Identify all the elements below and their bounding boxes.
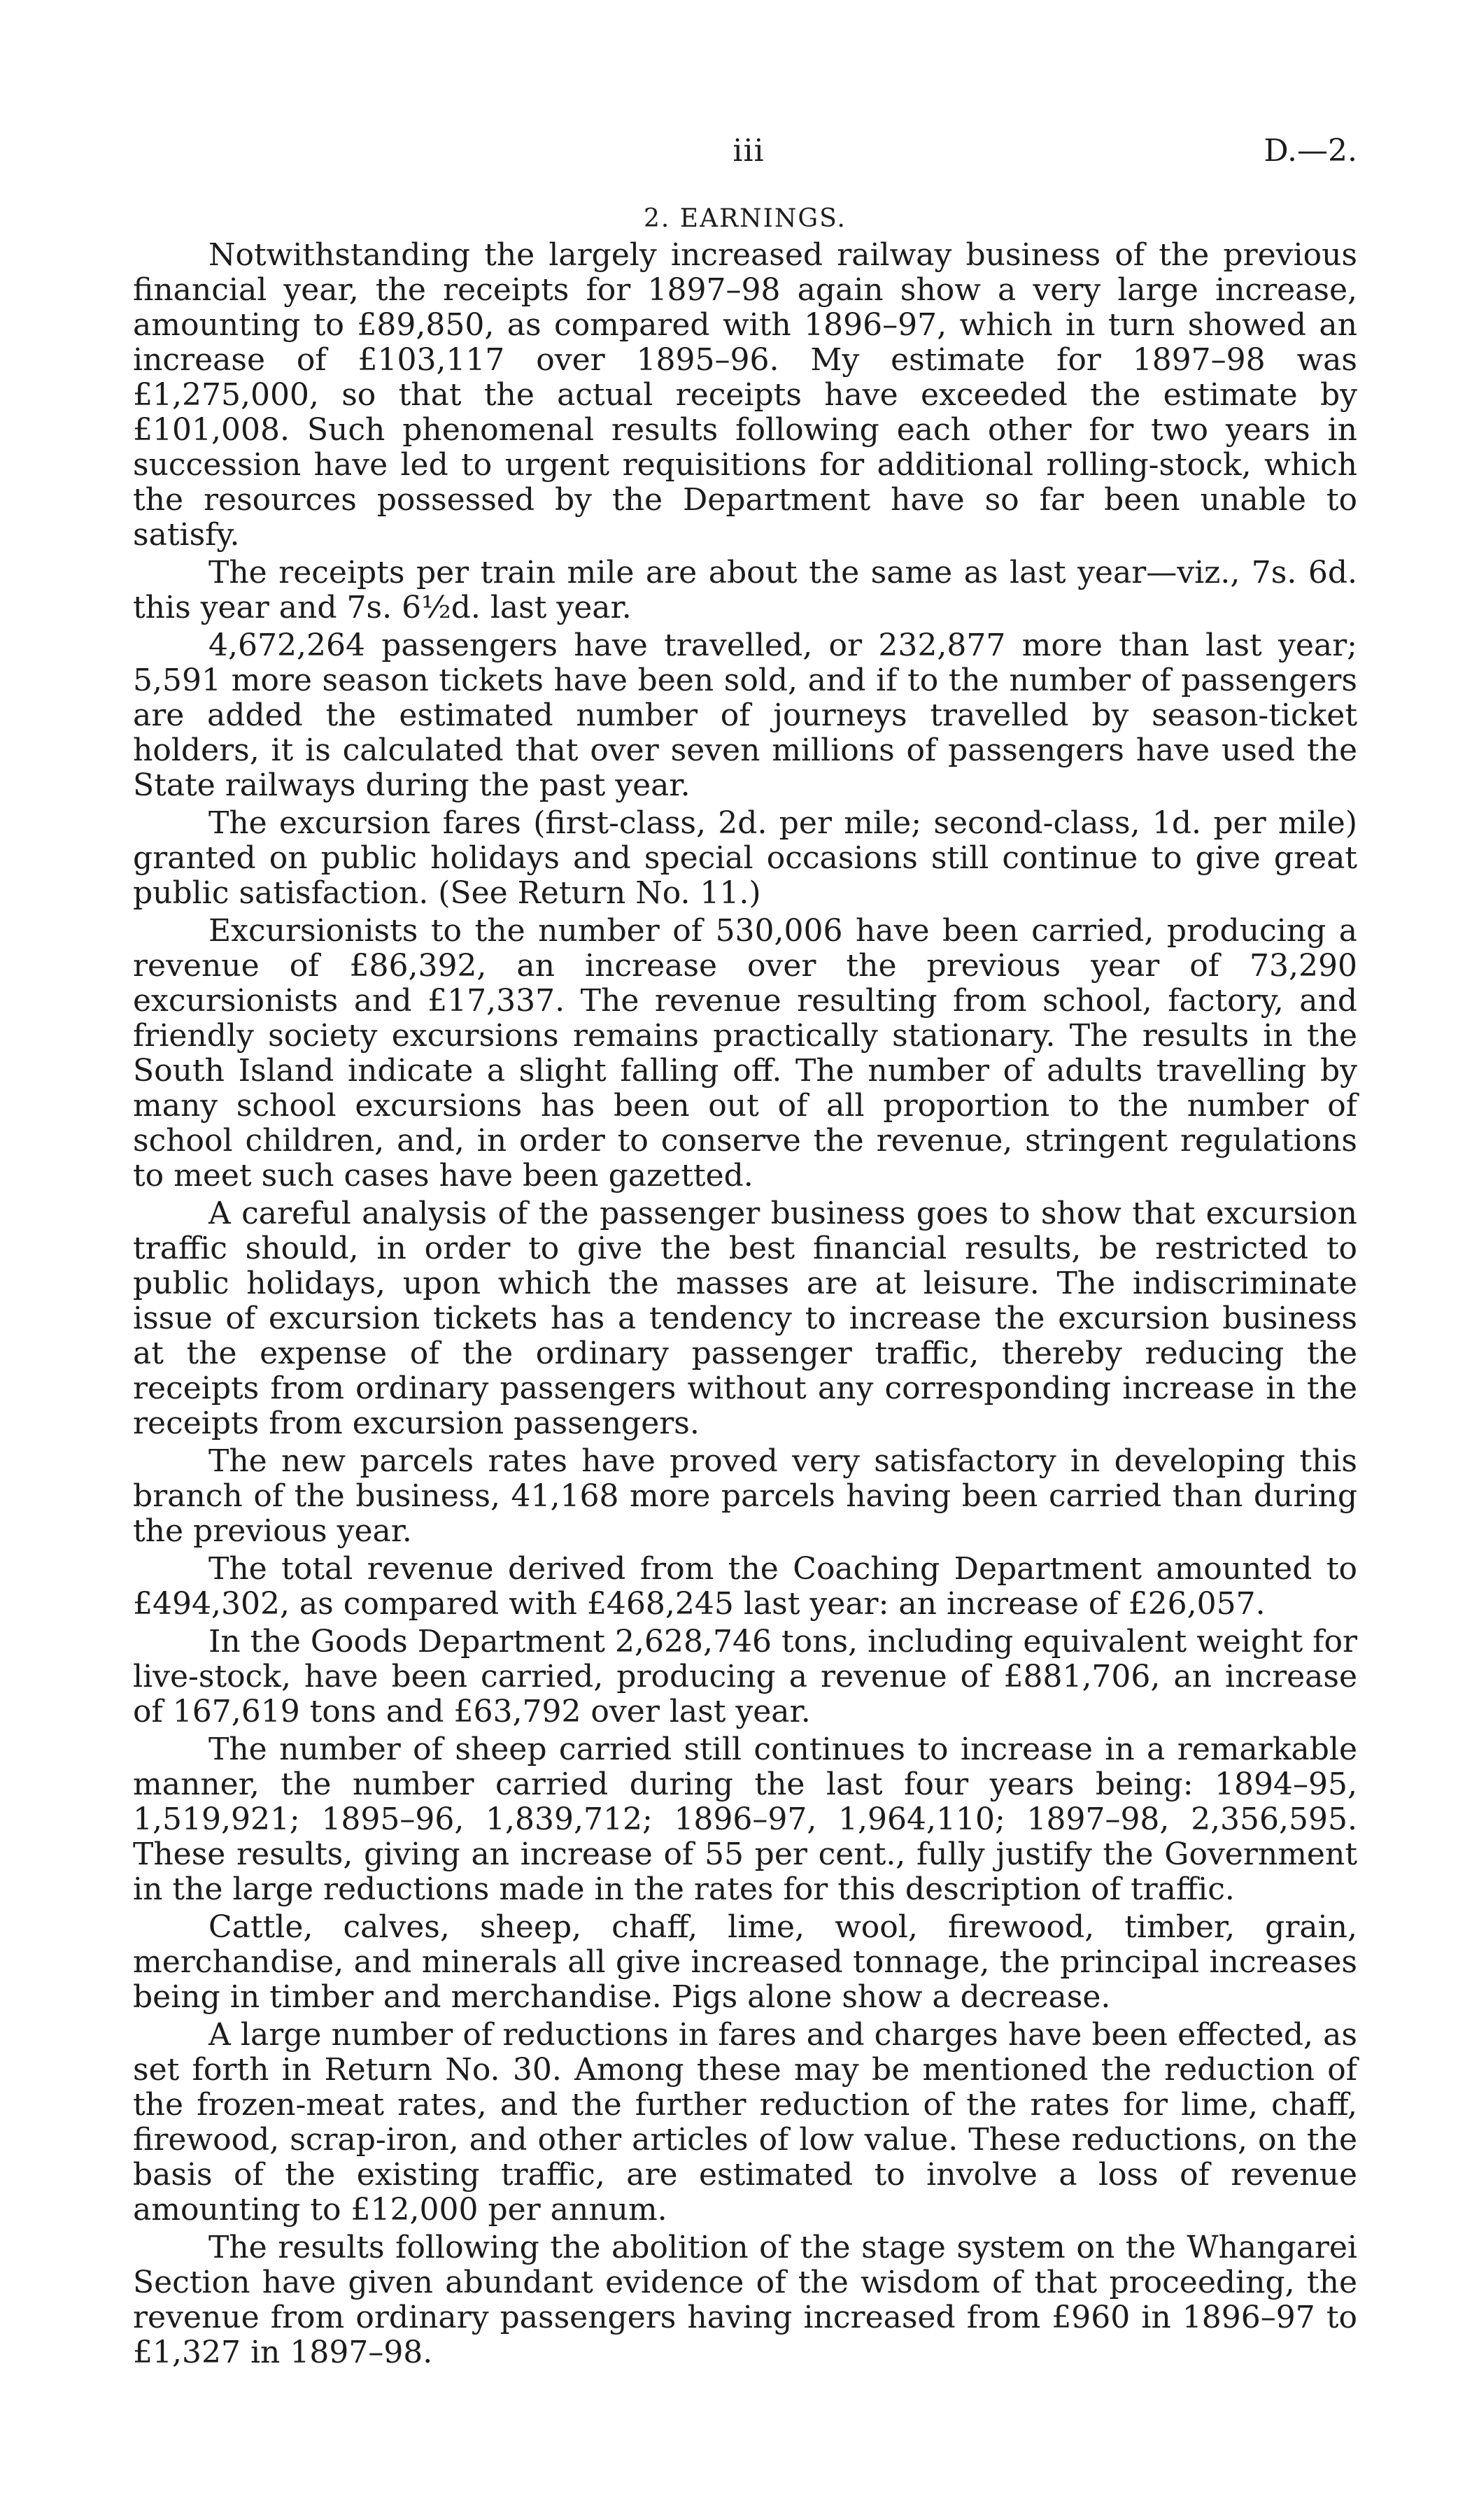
paragraph: Excursionists to the number of 530,006 have been carried, producing a revenue of £86,392, an increase over the previous year of 73,290 excursionists and £17,337. The revenue resulting from school, factory, and friendly society excursions remains practically stationary. The results in the South Island indicate a slight falling off. The number of adults travelling by many school excursions has been out of all proportion to the number of school children, and, in order to conserve the revenue, stringent regulations to meet such cases have been gazetted. [133,913,1357,1194]
paragraph: 4,672,264 passengers have travelled, or 232,877 more than last year; 5,591 more season tickets have been sold, and if to the number of passengers are added the estimated number of journeys travelled by season-ticket holders, it is calculated that over seven millions of passengers have used the State railways during the past year. [133,628,1357,803]
document-reference: D.—2. [1264,133,1357,169]
page-number: iii [733,133,765,169]
body-text [133,238,1357,2373]
paragraph: A large number of reductions in fares and charges have been effected, as set forth in Return No. 30. Among these may be mentioned the reduction of the frozen-meat rates, and the further reduction of the rates for lime, chaff, firewood, scrap-iron, and other articles of low value. These reductions, on the basis of the existing traffic, are estimated to involve a loss of revenue amounting to £12,000 per annum. [133,2017,1357,2228]
paragraph: A careful analysis of the passenger business goes to show that excursion traffic should, in order to give the best financial results, be restricted to public holidays, upon which the masses are at leisure. The indiscriminate issue of excursion tickets has a tendency to increase the excursion business at the expense of the ordinary passenger traffic, thereby reducing the receipts from ordinary passengers without any corresponding increase in the receipts from excursion passengers. [133,1196,1357,1441]
paragraph: The new parcels rates have proved very satisfactory in developing this branch of the business, 41,168 more parcels having been carried than during the previous year. [133,1443,1357,1549]
paragraph: The total revenue derived from the Coaching Department amounted to £494,302, as compared with £468,245 last year: an increase of £26,057. [133,1551,1357,1622]
paragraph: The results following the abolition of the stage system on the Whangarei Section have given abundant evidence of the wisdom of that proceeding, the revenue from ordinary passengers having increased from £960 in 1896–97 to £1,327 in 1897–98. [133,2230,1357,2370]
paragraph: The excursion fares (first-class, 2d. per mile; second-class, 1d. per mile) granted on public holidays and special occasions still continue to give great public satisfaction. (See Return No. 11.) [133,805,1357,911]
paragraph: The receipts per train mile are about the same as last year—viz., 7s. 6d. this year and 7s. 6½d. last year. [133,555,1357,625]
section-heading: 2. EARNINGS. [644,204,847,233]
paragraph: Notwithstanding the largely increased railway business of the previous financial year, the receipts for 1897–98 again show a very large increase, amounting to £89,850, as compared with 1896–97, which in turn showed an increase of £103,117 over 1895–96. My estimate for 1897–98 was £1,275,000, so that the actual receipts have exceeded the estimate by £101,008. Such phenomenal results following each other for two years in succession have led to urgent requisitions for additional rolling-stock, which the resources possessed by the Department have so far been unable to satisfy. [133,237,1357,553]
paragraph: In the Goods Department 2,628,746 tons, including equivalent weight for live-stock, have been carried, producing a revenue of £881,706, an increase of 167,619 tons and £63,792 over last year. [133,1624,1357,1729]
paragraph: The number of sheep carried still continues to increase in a remarkable manner, the number carried during the last four years being: 1894–95, 1,519,921; 1895–96, 1,839,712; 1896–97, 1,964,110; 1897–98, 2,356,595. These results, giving an increase of 55 per cent., fully justify the Government in the large reductions made in the rates for this description of traffic. [133,1732,1357,1907]
paragraph: Cattle, calves, sheep, chaff, lime, wool, firewood, timber, grain, merchandise, and minerals all give increased tonnage, the principal increases being in timber and merchandise. Pigs alone show a decrease. [133,1909,1357,2015]
